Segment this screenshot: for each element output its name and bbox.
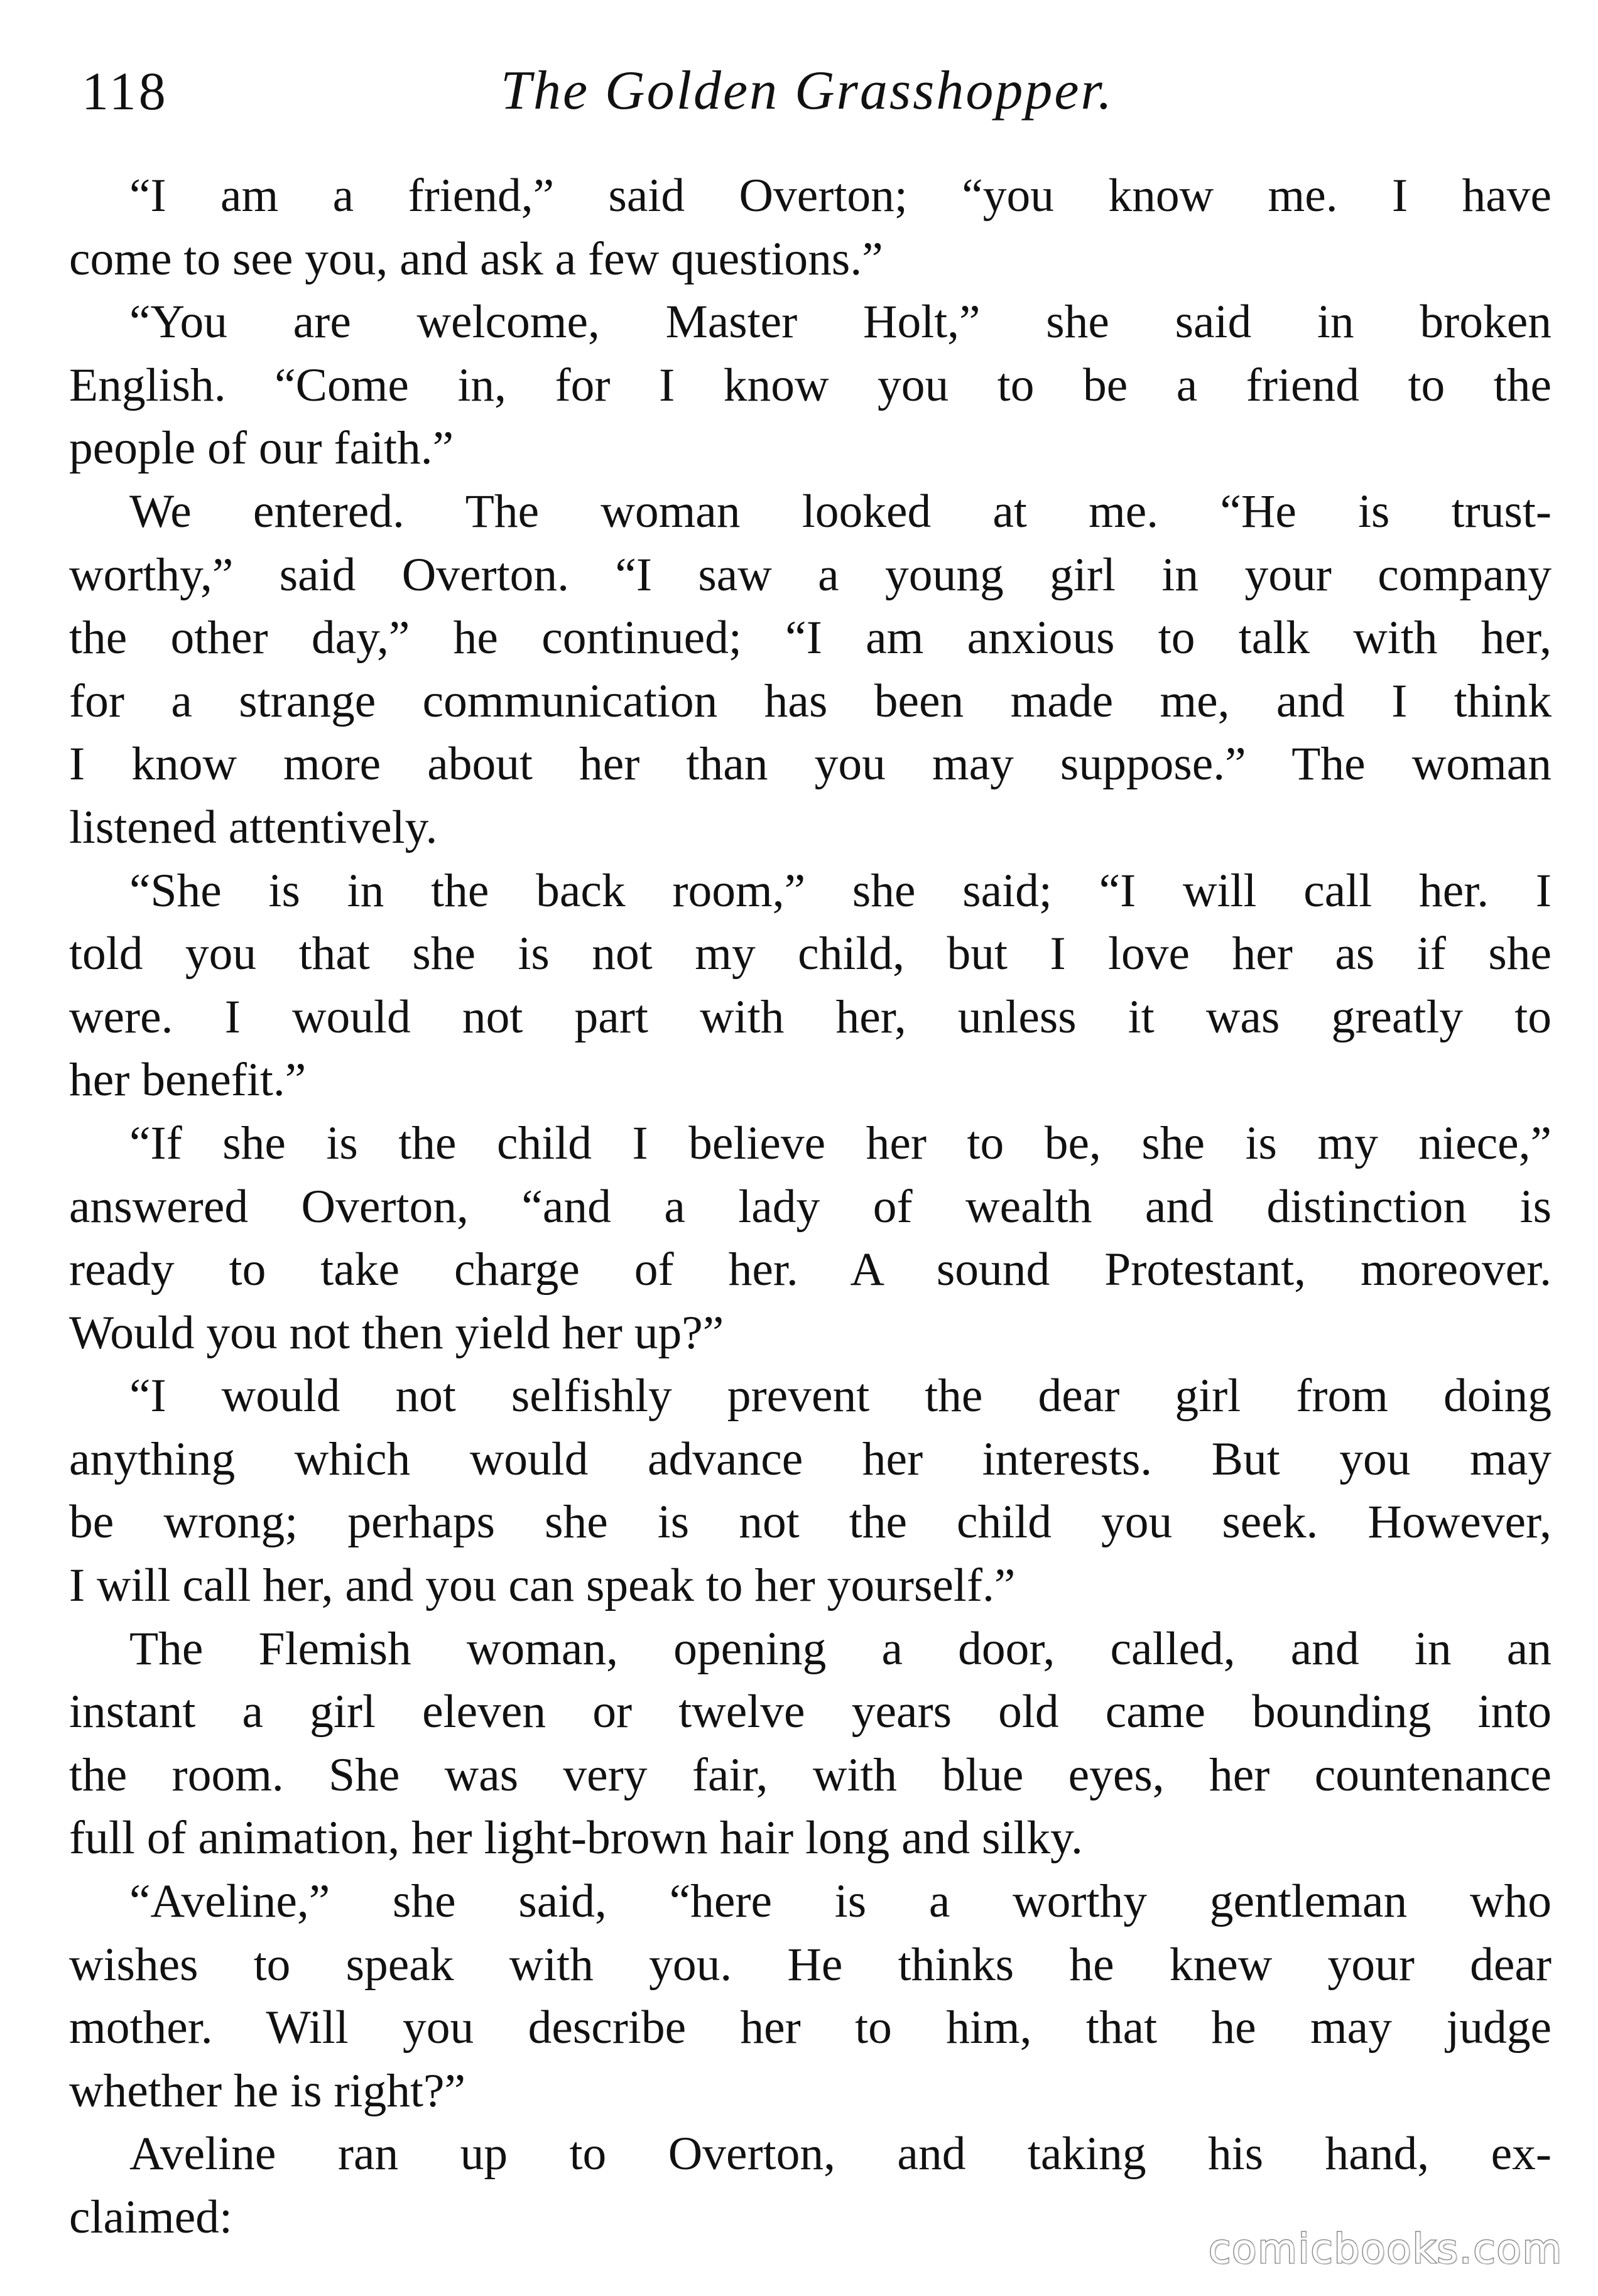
text-line: The Flemish woman, opening a door, called, and in an bbox=[129, 1622, 1552, 1675]
text-line: for a strange communication has been made me, and I think bbox=[69, 674, 1552, 727]
text-line: answered Overton, “and a lady of wealth and distinction is bbox=[69, 1180, 1552, 1233]
text-line: “You are welcome, Master Holt,” she said in broken bbox=[129, 296, 1552, 349]
text-line: “I am a friend,” said Overton; “you know me. I have bbox=[129, 170, 1552, 222]
text-line: the room. She was very fair, with blue eyes, her countenance bbox=[69, 1748, 1552, 1801]
text-line: told you that she is not my child, but I love her as if she bbox=[69, 928, 1552, 980]
text-line: listened attentively. bbox=[69, 801, 438, 853]
text-line: come to see you, and ask a few questions.” bbox=[69, 232, 883, 285]
text-line: “I would not selfishly prevent the dear girl from doing bbox=[129, 1370, 1552, 1422]
page-number: 118 bbox=[82, 61, 168, 121]
text-line: full of animation, her light-brown hair long and silky. bbox=[69, 1812, 1083, 1865]
text-line: I will call her, and you can speak to her yourself.” bbox=[69, 1559, 1016, 1612]
text-line: anything which would advance her interests. But you may bbox=[69, 1432, 1552, 1485]
text-line: claimed: bbox=[69, 2191, 232, 2243]
text-line: English. “Come in, for I know you to be a friend to the bbox=[69, 359, 1552, 411]
text-line: instant a girl eleven or twelve years old came bounding into bbox=[69, 1686, 1552, 1738]
text-line: ready to take charge of her. A sound Protestant, moreover. bbox=[69, 1243, 1552, 1296]
running-title: The Golden Grasshopper. bbox=[501, 60, 1114, 121]
text-line: I know more about her than you may suppose.” The woman bbox=[69, 738, 1552, 791]
text-line: “Aveline,” she said, “here is a worthy gentleman who bbox=[129, 1875, 1552, 1928]
page-header bbox=[69, 50, 1545, 132]
text-line: Aveline ran up to Overton, and taking his hand, ex- bbox=[129, 2128, 1552, 2180]
text-line: her benefit.” bbox=[69, 1054, 307, 1107]
text-line: Would you not then yield her up?” bbox=[69, 1306, 724, 1359]
text-line: “She is in the back room,” she said; “I will call her. I bbox=[129, 864, 1552, 917]
text-line: worthy,” said Overton. “I saw a young girl in your company bbox=[69, 548, 1552, 601]
text-line: be wrong; perhaps she is not the child you seek. However, bbox=[69, 1496, 1552, 1549]
body-text bbox=[69, 165, 1552, 2250]
text-line: people of our faith.” bbox=[69, 422, 454, 475]
text-line: We entered. The woman looked at me. “He is trust- bbox=[129, 485, 1552, 538]
text-line: mother. Will you describe her to him, that he may judge bbox=[69, 2001, 1552, 2054]
text-line: were. I would not part with her, unless it was greatly to bbox=[69, 990, 1552, 1043]
text-line: the other day,” he continued; “I am anxious to talk with her, bbox=[69, 612, 1552, 664]
watermark: comicbooks.com bbox=[1208, 2226, 1563, 2273]
text-line: whether he is right?” bbox=[69, 2064, 466, 2117]
text-line: wishes to speak with you. He thinks he knew your dear bbox=[69, 1938, 1552, 1991]
text-line: “If she is the child I believe her to be, she is my niece,” bbox=[129, 1117, 1552, 1169]
